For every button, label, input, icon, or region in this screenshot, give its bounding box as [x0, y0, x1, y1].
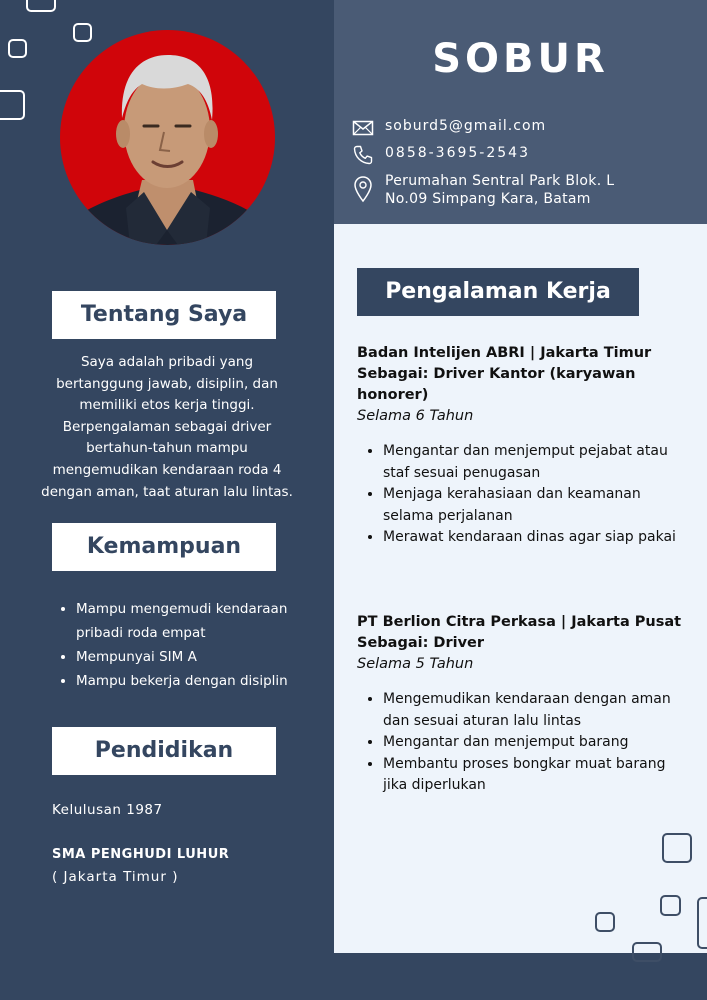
address-line-1: Perumahan Sentral Park Blok. L: [385, 173, 615, 189]
job-entry: [357, 612, 692, 797]
candidate-name: SOBUR: [432, 36, 609, 82]
skill-item: • Mampu bekerja dengan disiplin: [76, 669, 322, 693]
school-city: ( Jakarta Timur ): [52, 869, 179, 885]
job-duration: Selama 6 Tahun: [357, 408, 474, 424]
job-task: • Menjaga kerahasiaan dan keamanan selama perjalanan: [383, 484, 692, 527]
about-line: memiliki etos kerja tinggi.: [79, 397, 255, 414]
about-heading-box: [52, 291, 276, 339]
job-task-list: [357, 689, 692, 797]
job-entry: [357, 343, 692, 549]
job-task: • Mengantar dan menjemput pejabat atau staf sesuai penugasan: [383, 441, 692, 484]
skills-heading: Kemampuan: [86, 534, 242, 559]
address-line-2: No.09 Simpang Kara, Batam: [385, 191, 591, 207]
envelope-icon: [352, 117, 374, 139]
about-line: Berpengalaman sebagai driver: [62, 418, 272, 435]
decorative-square: [8, 39, 27, 58]
email-text[interactable]: soburd5@gmail.com: [385, 118, 547, 134]
job-duration: Selama 5 Tahun: [357, 656, 474, 672]
address-row: [352, 172, 682, 212]
school-name: SMA PENGHUDI LUHUR: [52, 847, 230, 862]
experience-heading-box: [357, 268, 639, 316]
education-heading-box: [52, 727, 276, 775]
profile-photo: [60, 30, 275, 245]
phone-icon: [352, 144, 374, 166]
about-text: [22, 352, 312, 503]
email-row: [352, 117, 682, 139]
decorative-square: [595, 912, 615, 932]
job-task: • Membantu proses bongkar muat barang jika diperlukan: [383, 754, 692, 797]
skill-item: • Mempunyai SIM A: [76, 645, 322, 669]
job-title-line: honorer): [357, 387, 429, 403]
about-line: Saya adalah pribadi yang: [80, 354, 254, 370]
skill-item: • Mampu mengemudi kendaraan pribadi roda empat: [76, 597, 322, 645]
job-title-line: PT Berlion Citra Perkasa | Jakarta Pusat: [357, 614, 682, 630]
about-line: bertahun-tahun mampu: [86, 440, 248, 457]
job-task: • Mengemudikan kendaraan dengan aman dan sesuai aturan lalu lintas: [383, 689, 692, 732]
decorative-square: [73, 23, 92, 42]
job-title-line: Badan Intelijen ABRI | Jakarta Timur: [357, 345, 652, 361]
about-line: dengan aman, taat aturan lalu lintas.: [41, 483, 293, 500]
decorative-square: [26, 0, 56, 12]
about-line: mengemudikan kendaraan roda 4: [52, 461, 282, 478]
decorative-square: [660, 895, 681, 916]
skills-heading-box: [52, 523, 276, 571]
content-panel: [334, 224, 707, 953]
job-task-list: [357, 441, 692, 549]
job-task: • Merawat kendaraan dinas agar siap pakai: [383, 527, 692, 549]
job-title-line: Sebagai: Driver Kantor (karyawan: [357, 366, 636, 382]
job-task: • Mengantar dan menjemput barang: [383, 732, 692, 754]
graduation-year: Kelulusan 1987: [52, 802, 163, 818]
experience-heading: Pengalaman Kerja: [385, 279, 611, 304]
about-line: bertanggung jawab, disiplin, dan: [56, 375, 278, 392]
skills-list: [52, 597, 322, 693]
phone-row: [352, 144, 682, 166]
about-heading: Tentang Saya: [80, 302, 248, 327]
phone-text[interactable]: 0858-3695-2543: [385, 145, 530, 161]
person-portrait-icon: [60, 30, 275, 245]
decorative-square: [632, 942, 662, 962]
job-title-line: Sebagai: Driver: [357, 635, 485, 651]
map-pin-icon: [352, 175, 374, 203]
decorative-square: [662, 833, 692, 863]
decorative-square: [697, 897, 707, 949]
education-heading: Pendidikan: [94, 738, 234, 763]
decorative-square: [0, 90, 25, 120]
